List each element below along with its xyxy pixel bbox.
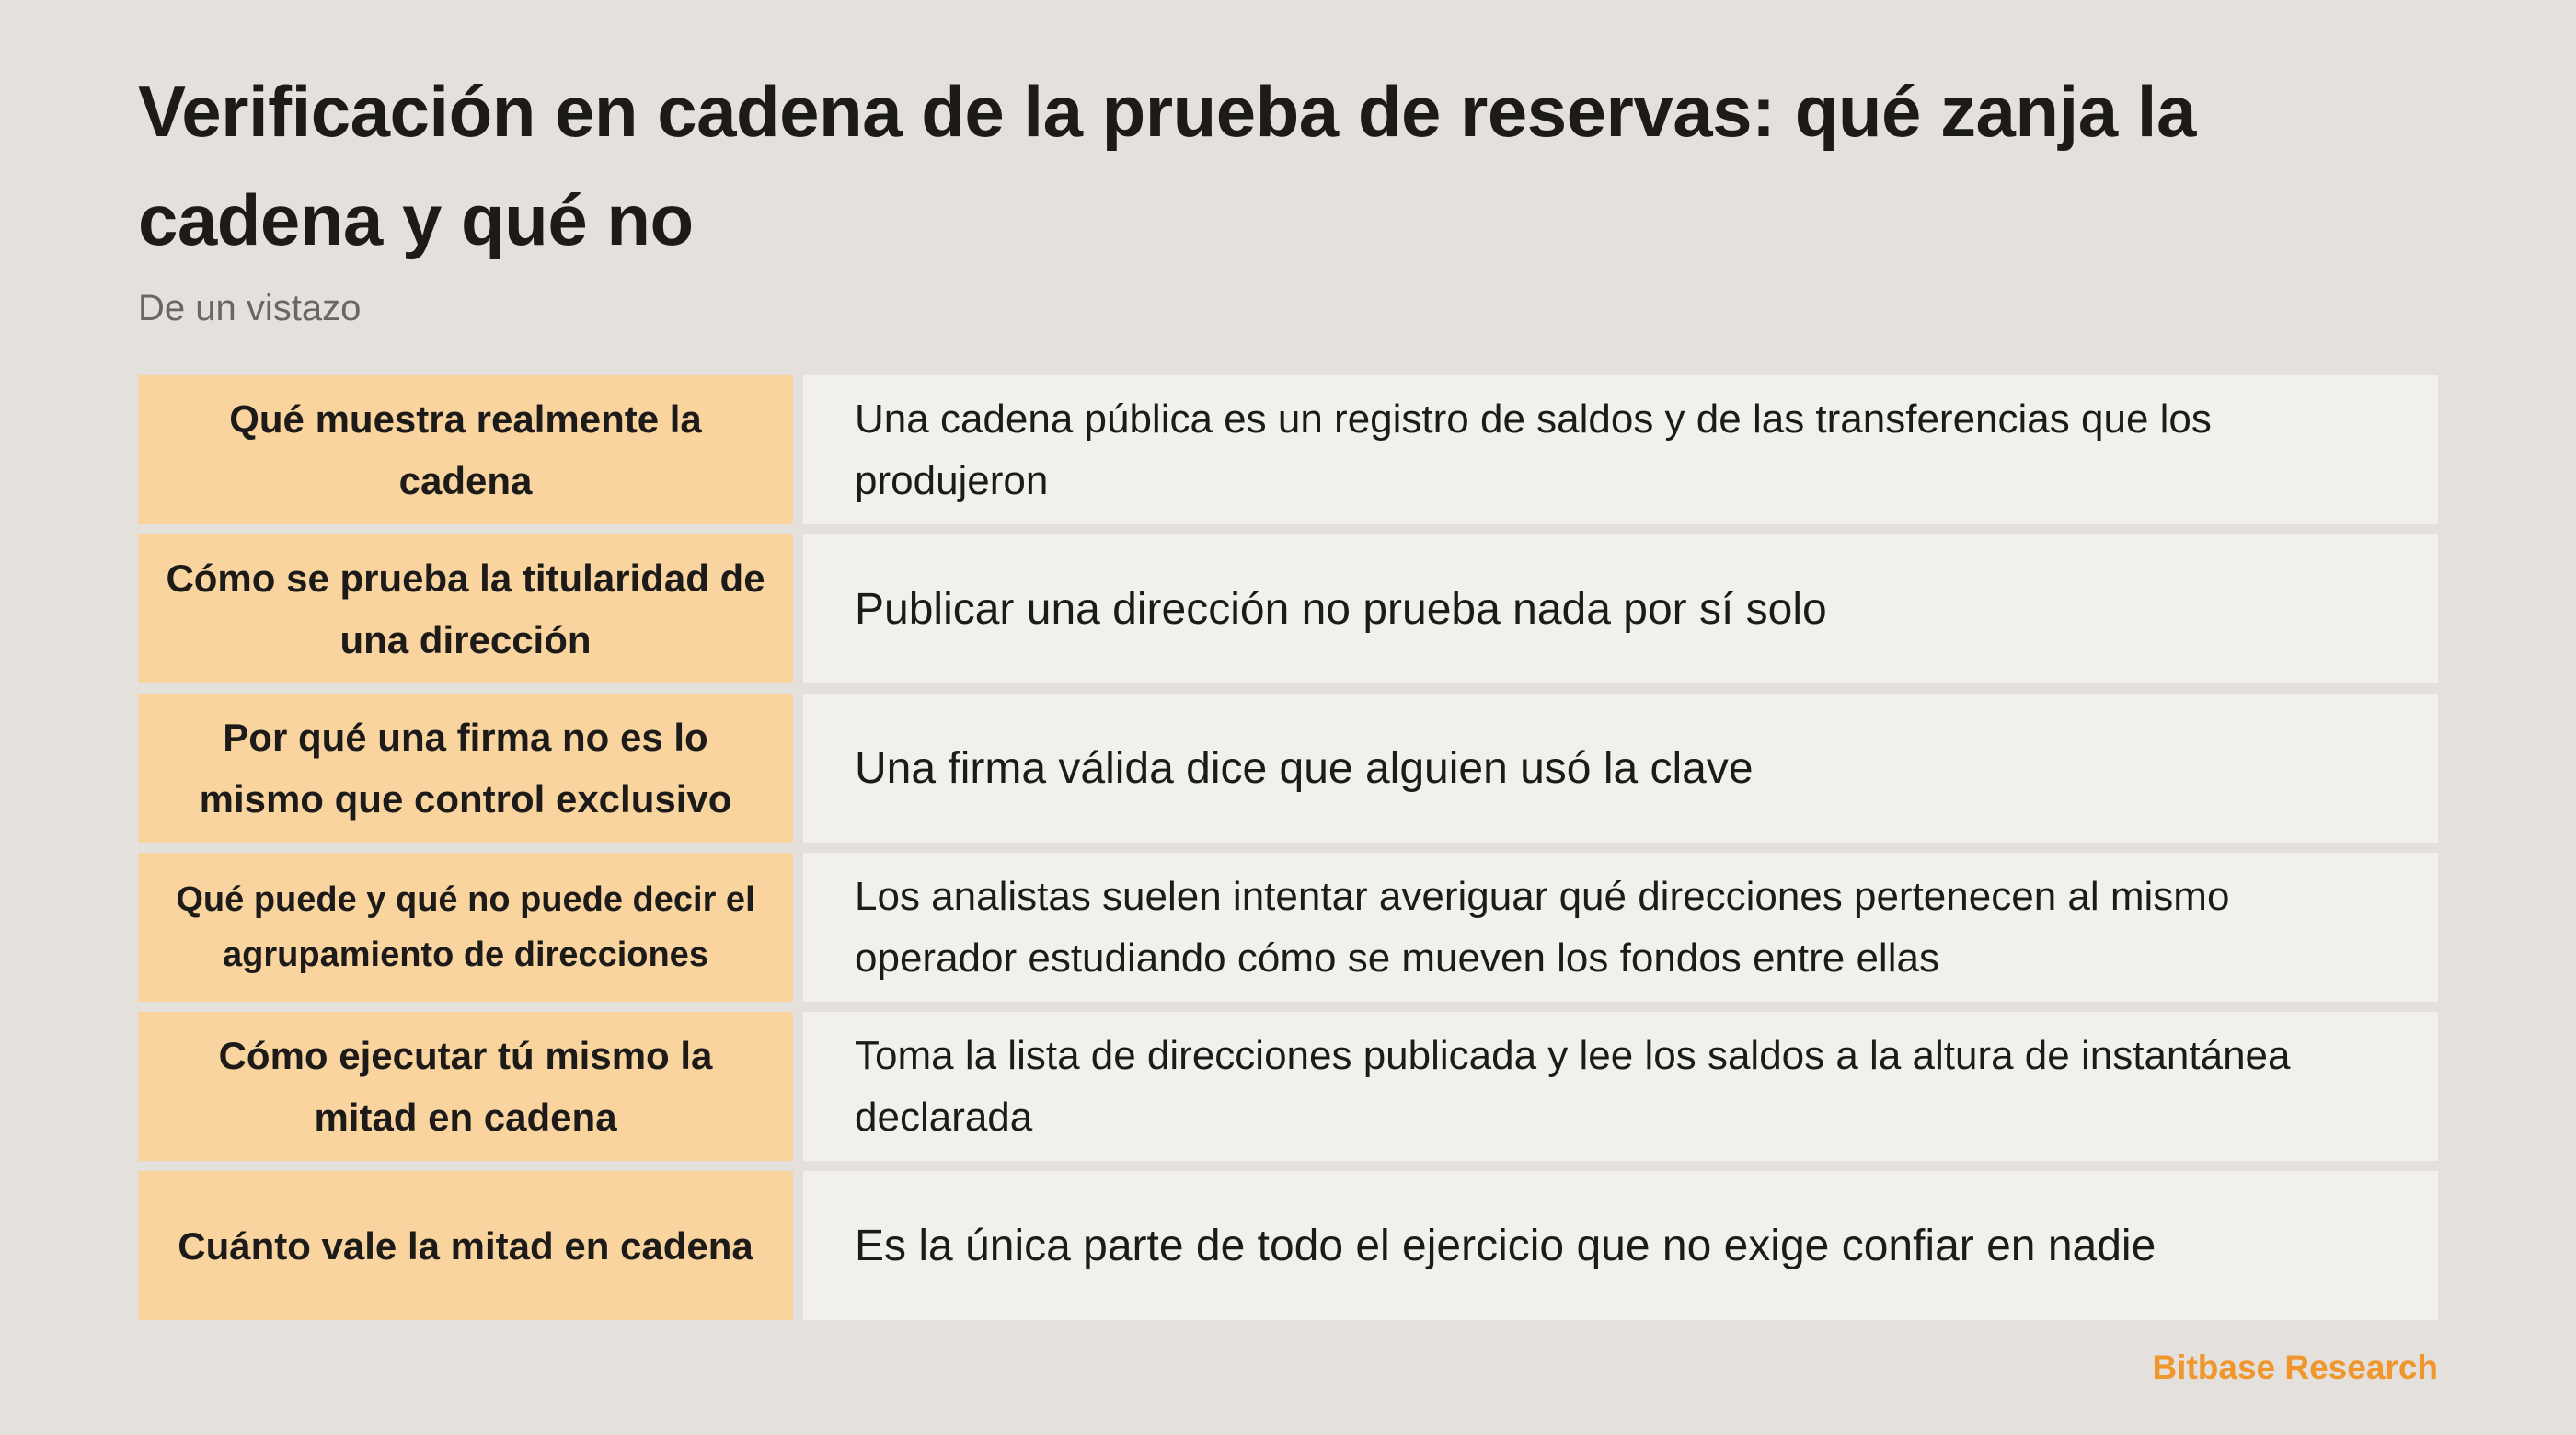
row-label: Cuánto vale la mitad en cadena [138, 1171, 793, 1320]
row-value: Una firma válida dice que alguien usó la clave [803, 694, 2438, 843]
row-label: Por qué una firma no es lo mismo que control exclusivo [138, 694, 793, 843]
row-value: Los analistas suelen intentar averiguar qué direcciones pertenecen al mismo operador estudiando cómo se mueven los fondos entre ellas [803, 853, 2438, 1002]
row-value: Una cadena pública es un registro de saldos y de las transferencias que los produjeron [803, 375, 2438, 524]
page [138, 0, 2438, 1270]
table-row [138, 853, 2438, 1002]
page-subtitle: De un vistazo [138, 288, 362, 328]
table-row [138, 1171, 2438, 1320]
row-label: Qué puede y qué no puede decir el agrupamiento de direcciones [138, 853, 793, 1002]
row-value: Toma la lista de direcciones publicada y lee los saldos a la altura de instantánea declarada [803, 1012, 2438, 1161]
table-row [138, 534, 2438, 683]
row-label: Cómo se prueba la titularidad de una dirección [138, 534, 793, 683]
row-value: Es la única parte de todo el ejercicio que no exige confiar en nadie [803, 1171, 2438, 1320]
brand-label: Bitbase Research [2152, 1349, 2438, 1386]
row-label: Cómo ejecutar tú mismo la mitad en cadena [138, 1012, 793, 1161]
table-row [138, 375, 2438, 524]
table-row [138, 1012, 2438, 1161]
row-label: Qué muestra realmente la cadena [138, 375, 793, 524]
row-value: Publicar una dirección no prueba nada por sí solo [803, 534, 2438, 683]
summary-table [138, 375, 2438, 1330]
page-title: Verificación en cadena de la prueba de reservas: qué zanja la cadena y qué no [138, 71, 2196, 260]
table-row [138, 694, 2438, 843]
